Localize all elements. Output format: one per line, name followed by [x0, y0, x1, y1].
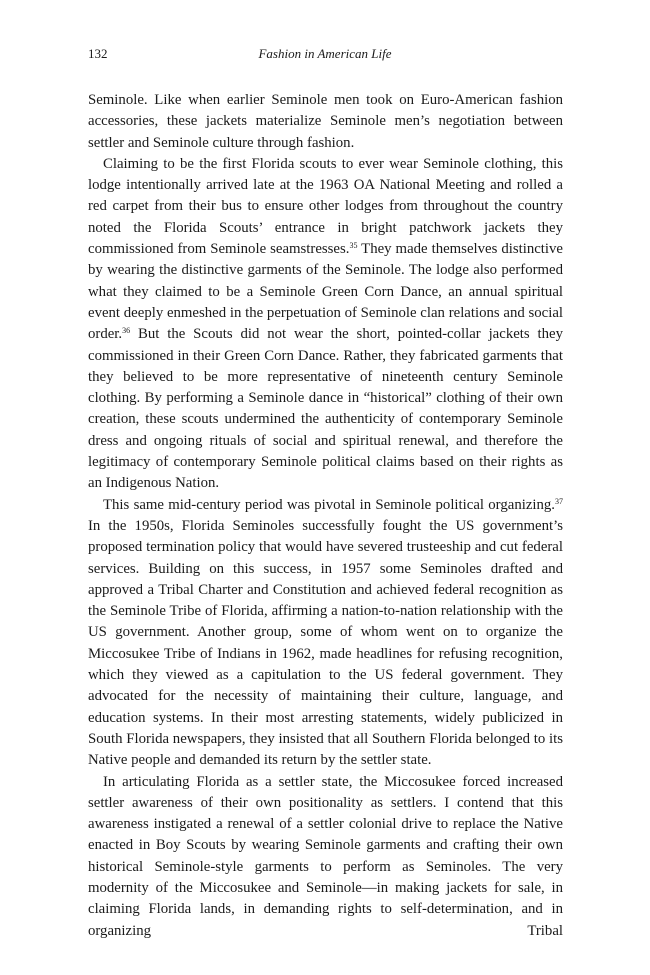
footnote-ref-36[interactable]: 36 — [122, 326, 131, 336]
footnote-ref-35[interactable]: 35 — [349, 241, 358, 251]
running-title: Fashion in American Life — [258, 46, 392, 61]
footnote-ref-37[interactable]: 37 — [555, 496, 563, 506]
paragraph-4: In articulating Florida as a settler state, the Miccosukee forced increased settler awareness of their own positionality as settlers. I contend that this awareness instigated a renewal of a settler colonial drive to replace the Native enacted in Boy Scouts by wearing Seminole garments and crafting their own historical Seminole-style garments to perform as Seminoles. The very modernity of the Miccosukee and Seminole—in making jackets for sale, in claiming Florida lands, in demanding rights to self-determination, and in organizing Tribal — [88, 773, 563, 939]
paragraph-3-text-1: This same mid-century period was pivotal in Seminole political organizing. — [103, 496, 555, 513]
paragraph-2-text-3: But the Scouts did not wear the short, pointed-collar jackets they commissioned in their Green Corn Dance. Rather, they fabricated garments that they believed to be more representative of nineteenth century Seminole clothing. By performing a Seminole dance in “historical” clothing of their own creation, these scouts undermined the authenticity of contemporary Seminole dress and ongoing rituals of social and spiritual renewal, and therefore the legitimacy of contemporary Seminole political claims based on their rights as an Indigenous Nation. — [88, 326, 563, 492]
paragraph-3 — [88, 495, 563, 772]
paragraph-2-text-1: Claiming to be the first Florida scouts to ever wear Seminole clothing, this lodge intentionally arrived late at the 1963 OA National Meeting and rolled a red carpet from their bus to ensure other lodges from throughout the country noted the Florida Scouts’ entrance in bright patchwork jackets they commissioned from Seminole seamstresses. — [88, 155, 563, 258]
body-text — [88, 90, 563, 942]
paragraph-3-text-2: In the 1950s, Florida Seminoles successfully fought the US government’s proposed termination policy that would have severed trusteeship and cut federal services. Building on this success, in 1957 some Seminoles drafted and approved a Tribal Charter and Constitution and achieved federal recognition as the Seminole Tribe of Florida, affirming a nation-to-nation relationship with the US government. Another group, some of whom went on to organize the Miccosukee Tribe of Indians in 1962, made headlines for refusing recognition, which they viewed as a capitulation to the US federal government. They advocated for the necessity of maintaining their culture, language, and education systems. In their most arresting statements, widely publicized in South Florida newspapers, they insisted that all Southern Florida belonged to its Native people and demanded its return by the settler state. — [88, 517, 563, 769]
paragraph-2-text-2: They made themselves distinctive by wearing the distinctive garments of the Seminole. The lodge also performed what they claimed to be a Seminole Green Corn Dance, an annual spiritual event deeply enmeshed in the perpetuation of Seminole clan relations and social order. — [88, 241, 563, 343]
paragraph-1: Seminole. Like when earlier Seminole men took on Euro-American fashion accessories, these jackets materialize Seminole men’s negotiation between settler and Seminole culture through fashion. — [88, 92, 563, 151]
paragraph-2 — [88, 154, 563, 495]
page-header — [88, 44, 562, 64]
page-number: 132 — [88, 46, 108, 61]
